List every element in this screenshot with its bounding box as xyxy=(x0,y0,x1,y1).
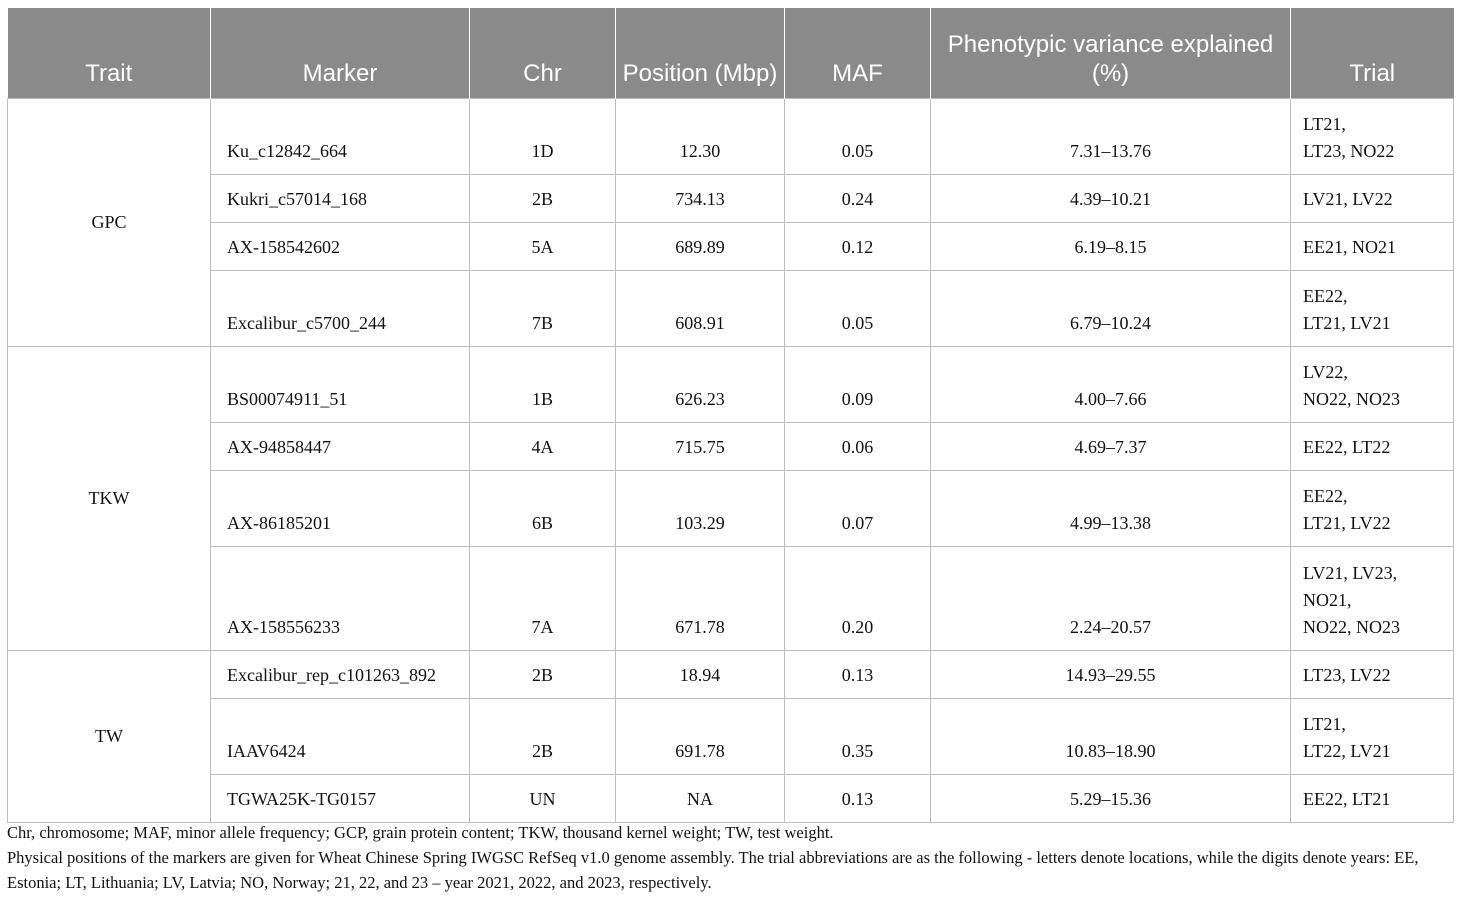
header-row xyxy=(8,8,1454,99)
table-row xyxy=(8,271,1454,347)
pve-cell: 4.39–10.21 xyxy=(931,175,1291,223)
position-cell: 691.78 xyxy=(616,699,785,775)
chr-cell: 2B xyxy=(470,699,616,775)
pve-cell: 5.29–15.36 xyxy=(931,775,1291,823)
pve-cell: 10.83–18.90 xyxy=(931,699,1291,775)
marker-cell: Kukri_c57014_168 xyxy=(211,175,470,223)
trial-cell: EE22, LT22 xyxy=(1291,423,1454,471)
header-trait: Trait xyxy=(8,8,211,99)
position-cell: 12.30 xyxy=(616,99,785,175)
header-chr: Chr xyxy=(470,8,616,99)
marker-cell: AX-86185201 xyxy=(211,471,470,547)
marker-cell: IAAV6424 xyxy=(211,699,470,775)
position-cell: 715.75 xyxy=(616,423,785,471)
chr-cell: UN xyxy=(470,775,616,823)
position-cell: 608.91 xyxy=(616,271,785,347)
chr-cell: 2B xyxy=(470,175,616,223)
trial-cell: EE22, LT21, LV21 xyxy=(1291,271,1454,347)
maf-cell: 0.13 xyxy=(785,651,931,699)
maf-cell: 0.06 xyxy=(785,423,931,471)
footnote-positions: Physical positions of the markers are given for Wheat Chinese Spring IWGSC RefSeq v1.0 genome assembly. The trial abbreviations are as the following - letters denote locations, while the digits denote years: EE, Estonia; LT, Lithuania; LV, Latvia; NO, Norway; 21, 22, and 23 – year 2021, 2022, and 2023, respectively. xyxy=(7,848,1419,892)
header-pve: Phenotypic variance explained (%) xyxy=(931,8,1291,99)
marker-cell: Excalibur_rep_c101263_892 xyxy=(211,651,470,699)
position-cell: NA xyxy=(616,775,785,823)
header-marker: Marker xyxy=(211,8,470,99)
pve-cell: 4.69–7.37 xyxy=(931,423,1291,471)
pve-cell: 4.00–7.66 xyxy=(931,347,1291,423)
maf-cell: 0.07 xyxy=(785,471,931,547)
chr-cell: 2B xyxy=(470,651,616,699)
trait-cell: TKW xyxy=(8,347,211,651)
position-cell: 734.13 xyxy=(616,175,785,223)
table-row xyxy=(8,175,1454,223)
maf-cell: 0.05 xyxy=(785,271,931,347)
pve-cell: 6.19–8.15 xyxy=(931,223,1291,271)
results-table xyxy=(7,8,1454,823)
trial-cell: EE22, LT21 xyxy=(1291,775,1454,823)
maf-cell: 0.13 xyxy=(785,775,931,823)
table-row xyxy=(8,423,1454,471)
table-footnotes xyxy=(7,820,1457,895)
trial-cell: EE21, NO21 xyxy=(1291,223,1454,271)
maf-cell: 0.20 xyxy=(785,547,931,651)
header-trial: Trial xyxy=(1291,8,1454,99)
pve-cell: 6.79–10.24 xyxy=(931,271,1291,347)
table-row xyxy=(8,99,1454,175)
chr-cell: 6B xyxy=(470,471,616,547)
trial-cell: LV21, LV22 xyxy=(1291,175,1454,223)
position-cell: 103.29 xyxy=(616,471,785,547)
marker-cell: Excalibur_c5700_244 xyxy=(211,271,470,347)
position-cell: 671.78 xyxy=(616,547,785,651)
marker-cell: AX-158556233 xyxy=(211,547,470,651)
trial-cell: LT23, LV22 xyxy=(1291,651,1454,699)
table-row xyxy=(8,347,1454,423)
maf-cell: 0.12 xyxy=(785,223,931,271)
chr-cell: 7A xyxy=(470,547,616,651)
footnote-abbreviations: Chr, chromosome; MAF, minor allele frequency; GCP, grain protein content; TKW, thousand kernel weight; TW, test weight. xyxy=(7,823,834,842)
trial-cell: LT21, LT23, NO22 xyxy=(1291,99,1454,175)
table-row xyxy=(8,223,1454,271)
pve-cell: 14.93–29.55 xyxy=(931,651,1291,699)
maf-cell: 0.09 xyxy=(785,347,931,423)
table-row xyxy=(8,699,1454,775)
pve-cell: 4.99–13.38 xyxy=(931,471,1291,547)
pve-cell: 2.24–20.57 xyxy=(931,547,1291,651)
maf-cell: 0.05 xyxy=(785,99,931,175)
trial-cell: LT21, LT22, LV21 xyxy=(1291,699,1454,775)
chr-cell: 4A xyxy=(470,423,616,471)
maf-cell: 0.35 xyxy=(785,699,931,775)
chr-cell: 1D xyxy=(470,99,616,175)
position-cell: 689.89 xyxy=(616,223,785,271)
pve-cell: 7.31–13.76 xyxy=(931,99,1291,175)
marker-cell: AX-94858447 xyxy=(211,423,470,471)
trait-cell: GPC xyxy=(8,99,211,347)
marker-cell: Ku_c12842_664 xyxy=(211,99,470,175)
position-cell: 18.94 xyxy=(616,651,785,699)
maf-cell: 0.24 xyxy=(785,175,931,223)
marker-cell: AX-158542602 xyxy=(211,223,470,271)
table-row xyxy=(8,775,1454,823)
header-maf: MAF xyxy=(785,8,931,99)
chr-cell: 5A xyxy=(470,223,616,271)
trial-cell: LV21, LV23, NO21, NO22, NO23 xyxy=(1291,547,1454,651)
table-row xyxy=(8,471,1454,547)
chr-cell: 7B xyxy=(470,271,616,347)
position-cell: 626.23 xyxy=(616,347,785,423)
table-row xyxy=(8,651,1454,699)
marker-cell: TGWA25K-TG0157 xyxy=(211,775,470,823)
trait-cell: TW xyxy=(8,651,211,823)
chr-cell: 1B xyxy=(470,347,616,423)
trial-cell: LV22, NO22, NO23 xyxy=(1291,347,1454,423)
header-position: Position (Mbp) xyxy=(616,8,785,99)
trial-cell: EE22, LT21, LV22 xyxy=(1291,471,1454,547)
table-row xyxy=(8,547,1454,651)
marker-cell: BS00074911_51 xyxy=(211,347,470,423)
